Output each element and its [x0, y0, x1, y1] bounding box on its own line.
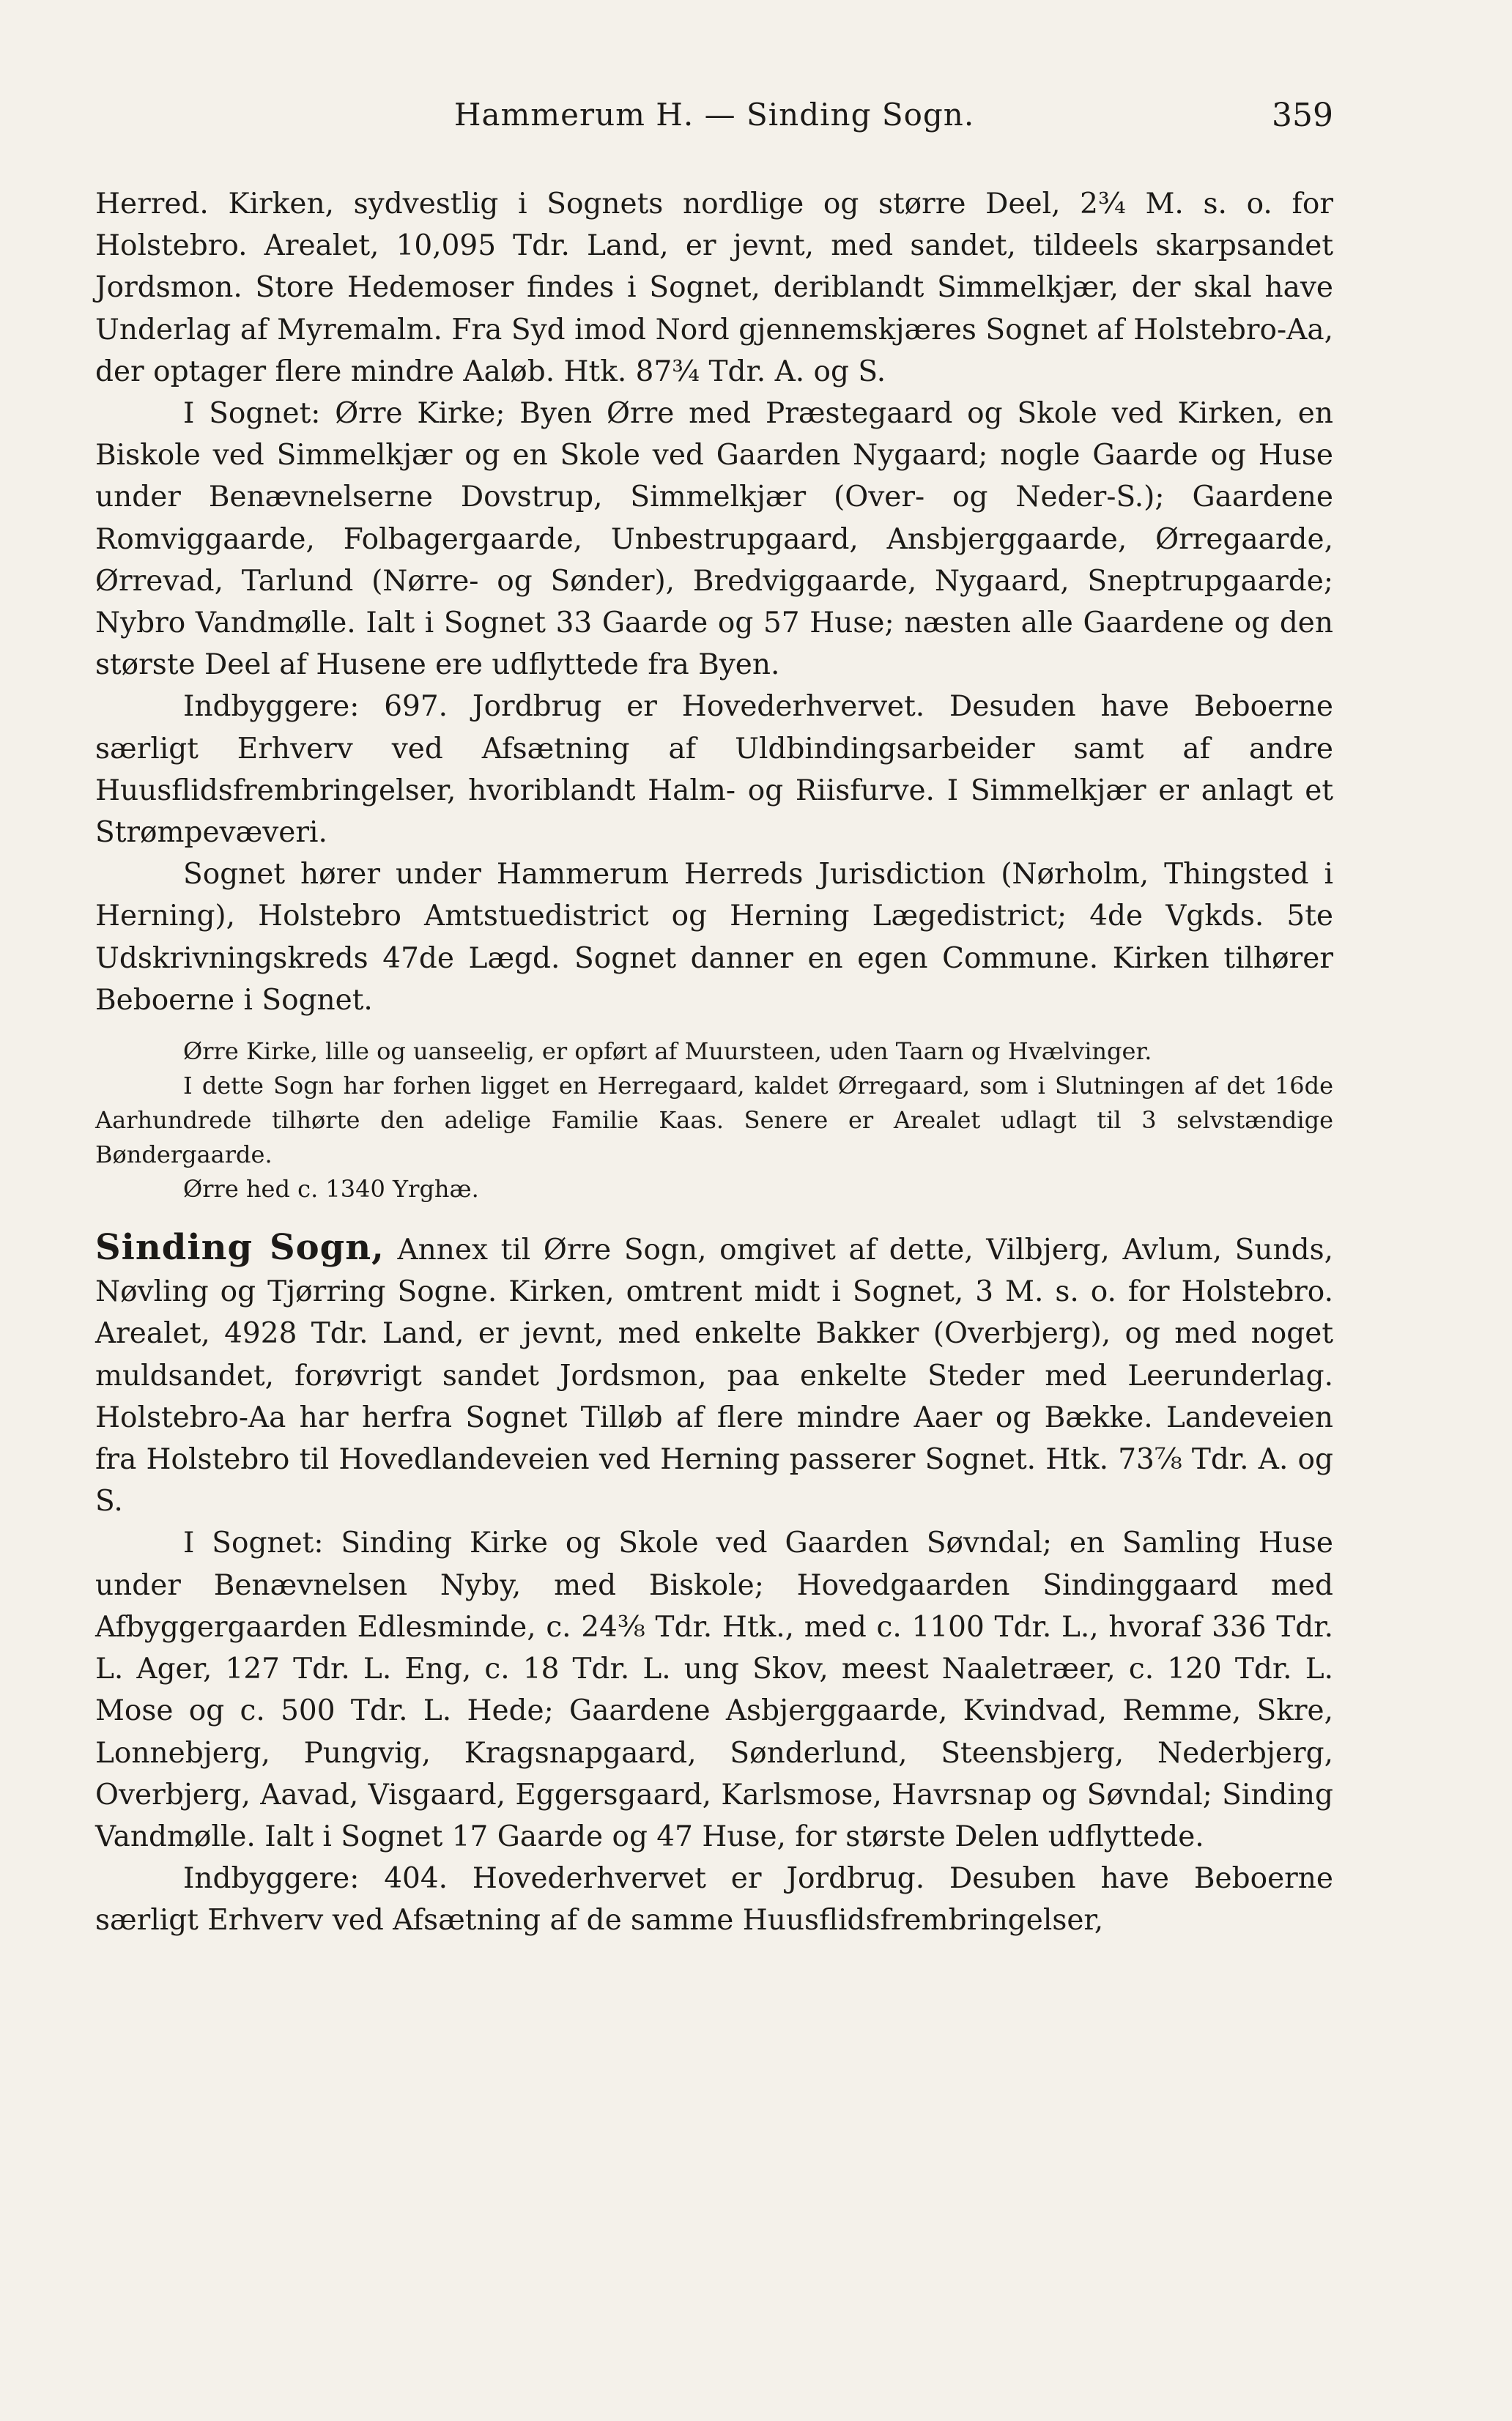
section-title: Sinding Sogn,: [95, 1227, 385, 1269]
sinding-parish-text: [95, 1227, 1333, 1941]
page-header: [95, 97, 1333, 141]
running-title: Hammerum H. — Sinding Sogn.: [453, 97, 975, 133]
page-body: [95, 183, 1333, 1942]
paragraph: Indbyggere: 697. Jordbrug er Hovederhvervet. Desuden have Beboerne særligt Erhverv ved Afsætning af Uldbindingsarbeider samt af andre Huusflidsfrembringelser, hvoriblandt Halm- og Riisfurve. I Simmelkjær er anlagt et Strømpevæveri.: [95, 690, 1333, 850]
paragraph: I Sognet: Sinding Kirke og Skole ved Gaarden Søvndal; en Samling Huse under Benævnelsen Nyby, med Biskole; Hovedgaarden Sindinggaard med Afbyggergaarden Edlesminde, c. 24⅜ Tdr. Htk., med c. 1100 Tdr. L., hvoraf 336 Tdr. L. Ager, 127 Tdr. L. Eng, c. 18 Tdr. L. ung Skov, meest Naaletræer, c. 120 Tdr. L. Mose og c. 500 Tdr. L. Hede; Gaardene Asbjerggaarde, Kvindvad, Remme, Skre, Lonnebjerg, Pungvig, Kragsnapgaard, Sønderlund, Steensbjerg, Nederbjerg, Overbjerg, Aavad, Visgaard, Eggersgaard, Karlsmose, Havrsnap og Søvndal; Sinding Vandmølle. Ialt i Sognet 17 Gaarde og 47 Huse, for største Delen udflyttede.: [95, 1527, 1333, 1853]
footnote: I dette Sogn har forhen ligget en Herregaard, kaldet Ørregaard, som i Slutningen af det 16de Aarhundrede tilhørte den adelige Familie Kaas. Senere er Arealet udlagt til 3 selvstændige Bøndergaarde.: [95, 1072, 1333, 1169]
page-number: 359: [1272, 97, 1333, 134]
footnote: Ørre Kirke, lille og uanseelig, er opført af Muursteen, uden Taarn og Hvælvinger.: [183, 1037, 1152, 1066]
paragraph: I Sognet: Ørre Kirke; Byen Ørre med Præstegaard og Skole ved Kirken, en Biskole ved Simmelkjær og en Skole ved Gaarden Nygaard; nogle Gaarde og Huse under Benævnelserne Dovstrup, Simmelkjær (Over- og Neder-S.); Gaardene Romviggaarde, Folbagergaarde, Unbestrupgaard, Ansbjerggaarde, Ørregaarde, Ørrevad, Tarlund (Nørre- og Sønder), Bredviggaarde, Nygaard, Sneptrupgaarde; Nybro Vandmølle. Ialt i Sognet 33 Gaarde og 57 Huse; næsten alle Gaardene og den største Deel af Husene ere udflyttede fra Byen.: [95, 397, 1333, 682]
footnote: Ørre hed c. 1340 Yrghæ.: [183, 1175, 479, 1204]
paragraph-text: Annex til Ørre Sogn, omgivet af dette, Vilbjerg, Avlum, Sunds, Nøvling og Tjørring Sogne. Kirken, omtrent midt i Sognet, 3 M. s. o. for Holstebro. Arealet, 4928 Tdr. Land, er jevnt, med enkelte Bakker (Overbjerg), og med noget muldsandet, forøvrigt sandet Jordsmon, paa enkelte Steder med Leerunderlag. Holstebro-Aa har herfra Sognet Tilløb af flere mindre Aaer og Bække. Landeveien fra Holstebro til Hovedlandeveien ved Herning passerer Sognet. Htk. 73⅞ Tdr. A. og S.: [95, 1234, 1334, 1519]
paragraph: Herred. Kirken, sydvestlig i Sognets nordlige og større Deel, 2¾ M. s. o. for Holstebro. Arealet, 10,095 Tdr. Land, er jevnt, med sandet, tildeels skarpsandet Jordsmon. Store Hedemoser findes i Sognet, deriblandt Simmelkjær, der skal have Underlag af Myremalm. Fra Syd imod Nord gjennemskjæres Sognet af Holstebro-Aa, der optager flere mindre Aaløb. Htk. 87¾ Tdr. A. og S.: [95, 188, 1333, 388]
paragraph: Indbyggere: 404. Hovederhvervet er Jordbrug. Desuben have Beboerne særligt Erhverv ved Afsætning af de samme Huusflidsfrembringelser,: [95, 1862, 1333, 1938]
paragraph: Sognet hører under Hammerum Herreds Jurisdiction (Nørholm, Thingsted i Herning), Holstebro Amtstuedistrict og Herning Lægedistrict; 4de Vgkds. 5te Udskrivningskreds 47de Lægd. Sognet danner en egen Commune. Kirken tilhører Beboerne i Sognet.: [95, 858, 1333, 1017]
orre-parish-text: [95, 183, 1333, 1021]
footnotes: [95, 1034, 1333, 1206]
paragraph: [95, 1227, 1333, 1522]
